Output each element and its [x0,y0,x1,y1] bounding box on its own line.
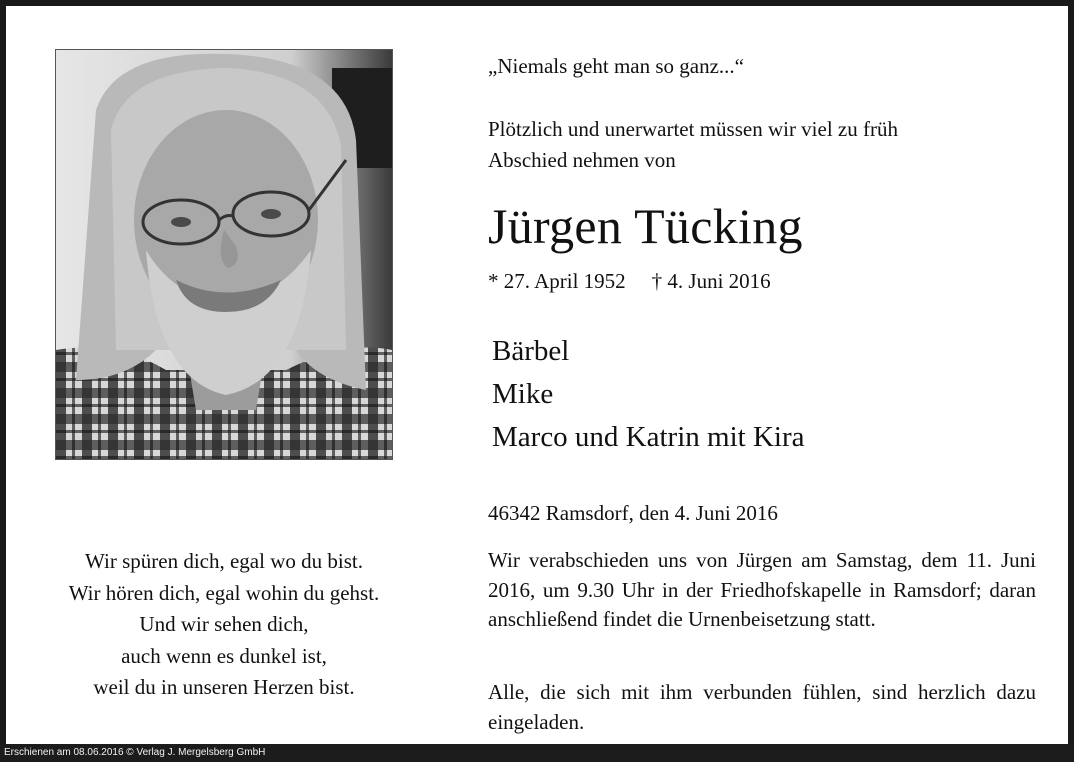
death-date: † 4. Juni 2016 [651,269,771,293]
poem-line: auch wenn es dunkel ist, [121,643,327,668]
mourners-list [492,330,1044,459]
intro-text [488,114,1040,176]
portrait-illustration [56,50,392,459]
mourner: Mike [492,378,554,410]
birth-date: * 27. April 1952 [488,269,626,293]
place-date: 46342 Ramsdorf, den 4. Juni 2016 [488,501,778,525]
portrait-photo [55,49,393,460]
mourner: Marco und Katrin mit Kira [492,421,805,453]
invitation-text: Alle, die sich mit ihm verbunden fühlen, sind herzlich dazu eingeladen. [488,680,1036,734]
intro-line: Plötzlich und unerwartet müssen wir viel zu früh [488,117,898,141]
poem-line: Wir spüren dich, egal wo du bist. [85,549,363,573]
life-dates [488,266,1040,296]
mourner: Bärbel [492,335,570,367]
funeral-notice: Wir verabschieden uns von Jürgen am Samstag, dem 11. Juni 2016, um 9.30 Uhr in der Friedhofskapelle in Ramsdorf; daran anschließend findet die Urnenbeisetzung statt. [488,548,1036,631]
intro-line: Abschied nehmen von [488,148,676,172]
memorial-poem [6,546,442,704]
poem-line: Und wir sehen dich, [139,612,309,636]
poem-line: Wir hören dich, egal wohin du gehst. [68,580,380,605]
quote: „Niemals geht man so ganz...“ [488,54,744,78]
deceased-name: Jürgen Tücking [488,198,803,254]
poem-line: weil du in unseren Herzen bist. [93,675,355,699]
publication-footer: Erschienen am 08.06.2016 © Verlag J. Mergelsberg GmbH [0,744,1074,762]
